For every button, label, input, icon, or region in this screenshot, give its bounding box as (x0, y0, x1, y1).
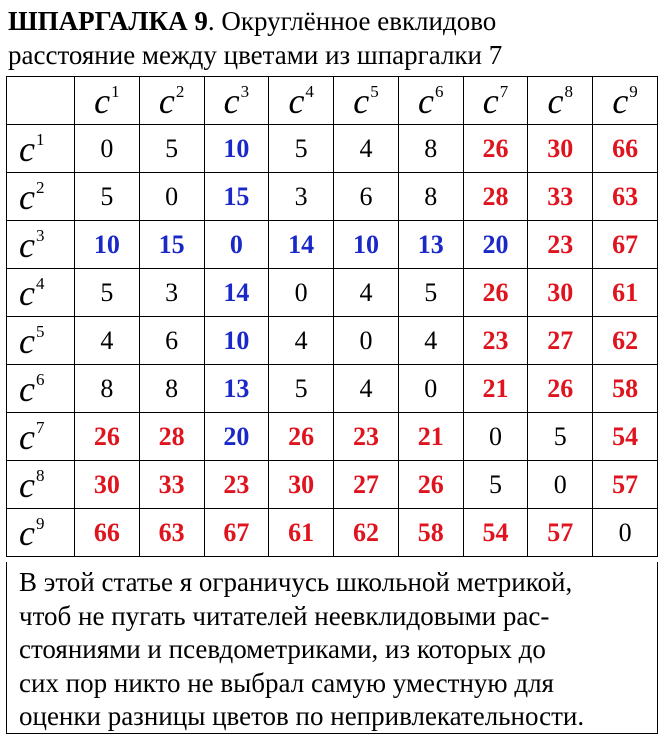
distance-cell: 54 (463, 509, 528, 557)
color-index: 7 (35, 417, 45, 437)
note-line: сих пор никто не выбрал самую уместную для (19, 667, 554, 698)
distance-cell: 30 (528, 125, 593, 173)
distance-cell: 5 (269, 125, 334, 173)
distance-cell: 63 (593, 173, 658, 221)
distance-cell: 5 (528, 413, 593, 461)
distance-cell: 54 (593, 413, 658, 461)
distance-cell: 26 (528, 365, 593, 413)
distance-cell: 23 (528, 221, 593, 269)
color-symbol: c (19, 128, 35, 169)
distance-cell: 15 (204, 173, 269, 221)
color-symbol: c (612, 80, 629, 121)
table-row (7, 317, 658, 365)
color-symbol: c (94, 80, 111, 121)
row-header (7, 221, 75, 269)
distance-cell: 0 (398, 365, 463, 413)
distance-table (6, 76, 658, 557)
color-index: 3 (240, 81, 250, 101)
distance-cell: 66 (593, 125, 658, 173)
distance-cell: 5 (269, 365, 334, 413)
distance-cell: 63 (139, 509, 204, 557)
column-header (398, 77, 463, 125)
distance-cell: 4 (334, 365, 399, 413)
distance-cell: 61 (269, 509, 334, 557)
column-header (528, 77, 593, 125)
distance-cell: 26 (398, 461, 463, 509)
color-index: 2 (175, 81, 185, 101)
distance-cell: 13 (398, 221, 463, 269)
distance-cell: 14 (269, 221, 334, 269)
distance-cell: 14 (204, 269, 269, 317)
distance-cell: 5 (139, 125, 204, 173)
row-header (7, 461, 75, 509)
corner-cell (7, 77, 75, 125)
color-index: 6 (434, 81, 444, 101)
distance-cell: 8 (398, 173, 463, 221)
color-index: 4 (305, 81, 314, 101)
note-line: чтоб не пугать читателей неевклидовыми рас- (19, 600, 550, 631)
table-row (7, 365, 658, 413)
column-header (334, 77, 399, 125)
table-row (7, 269, 658, 317)
distance-cell: 15 (139, 221, 204, 269)
column-header (463, 77, 528, 125)
color-index: 9 (35, 513, 45, 533)
color-index: 3 (35, 225, 45, 245)
distance-cell: 13 (204, 365, 269, 413)
distance-cell: 30 (528, 269, 593, 317)
distance-cell: 27 (528, 317, 593, 365)
distance-cell: 33 (528, 173, 593, 221)
distance-cell: 58 (593, 365, 658, 413)
distance-cell: 4 (334, 125, 399, 173)
header-row (7, 77, 658, 125)
distance-cell: 8 (398, 125, 463, 173)
distance-cell: 28 (463, 173, 528, 221)
distance-cell: 0 (463, 413, 528, 461)
color-symbol: c (19, 416, 35, 457)
distance-cell: 30 (269, 461, 334, 509)
row-header (7, 509, 75, 557)
distance-cell: 28 (139, 413, 204, 461)
distance-cell: 30 (75, 461, 140, 509)
color-symbol: c (417, 80, 434, 121)
color-symbol: c (19, 320, 35, 361)
row-header (7, 413, 75, 461)
distance-cell: 6 (334, 173, 399, 221)
color-index: 9 (629, 81, 638, 101)
distance-cell: 3 (269, 173, 334, 221)
distance-cell: 6 (139, 317, 204, 365)
title-bold: ШПАРГАЛКА 9 (8, 6, 208, 36)
table-row (7, 221, 658, 269)
note-line: стояниями и псевдометриками, из которых до (19, 634, 546, 664)
distance-cell: 23 (334, 413, 399, 461)
distance-cell: 0 (334, 317, 399, 365)
distance-cell: 8 (139, 365, 204, 413)
distance-cell: 5 (75, 269, 140, 317)
distance-cell: 0 (528, 461, 593, 509)
distance-cell: 20 (204, 413, 269, 461)
color-symbol: c (19, 272, 35, 313)
title-line-2: расстояние между цветами из шпаргалки 7 (8, 40, 503, 70)
distance-cell: 26 (269, 413, 334, 461)
distance-cell: 57 (593, 461, 658, 509)
distance-cell: 4 (75, 317, 140, 365)
table-row (7, 461, 658, 509)
distance-cell: 67 (593, 221, 658, 269)
row-header (7, 125, 75, 173)
color-index: 5 (370, 81, 379, 101)
row-header (7, 269, 75, 317)
distance-cell: 8 (75, 365, 140, 413)
table-row (7, 509, 658, 557)
distance-cell: 5 (398, 269, 463, 317)
distance-cell: 10 (75, 221, 140, 269)
distance-cell: 21 (398, 413, 463, 461)
distance-cell: 3 (139, 269, 204, 317)
title-line-1 (8, 4, 658, 38)
distance-cell: 67 (204, 509, 269, 557)
note-box (6, 562, 658, 734)
distance-cell: 62 (334, 509, 399, 557)
distance-table-body (7, 77, 658, 557)
distance-cell: 20 (463, 221, 528, 269)
note-line: оценки разницы цветов по непривлекательности. (19, 701, 585, 731)
distance-cell: 26 (463, 125, 528, 173)
distance-cell: 26 (75, 413, 140, 461)
page-title (8, 4, 658, 72)
distance-cell: 0 (593, 509, 658, 557)
distance-cell: 33 (139, 461, 204, 509)
title-rest: . Округлённое евклидово (207, 6, 497, 36)
column-header (269, 77, 334, 125)
distance-cell: 10 (204, 125, 269, 173)
distance-cell: 62 (593, 317, 658, 365)
color-index: 5 (35, 321, 45, 341)
color-symbol: c (19, 176, 35, 217)
color-index: 7 (499, 81, 509, 101)
distance-cell: 27 (334, 461, 399, 509)
distance-cell: 58 (398, 509, 463, 557)
color-symbol: c (288, 80, 305, 121)
distance-cell: 61 (593, 269, 658, 317)
distance-cell: 66 (75, 509, 140, 557)
distance-cell: 10 (334, 221, 399, 269)
distance-cell: 23 (204, 461, 269, 509)
color-index: 8 (35, 465, 45, 485)
distance-cell: 4 (334, 269, 399, 317)
column-header (139, 77, 204, 125)
distance-cell: 0 (204, 221, 269, 269)
color-index: 1 (35, 129, 45, 149)
color-symbol: c (547, 80, 564, 121)
distance-cell: 0 (139, 173, 204, 221)
distance-cell: 57 (528, 509, 593, 557)
color-symbol: c (19, 224, 35, 265)
row-header (7, 365, 75, 413)
color-symbol: c (19, 368, 35, 409)
color-symbol: c (482, 80, 499, 121)
distance-cell: 21 (463, 365, 528, 413)
note-line: В этой статье я ограничусь школьной метрикой, (19, 567, 573, 597)
distance-cell: 4 (269, 317, 334, 365)
color-index: 2 (35, 177, 45, 197)
row-header (7, 173, 75, 221)
color-symbol: c (353, 80, 370, 121)
distance-cell: 5 (463, 461, 528, 509)
distance-cell: 23 (463, 317, 528, 365)
color-symbol: c (223, 80, 240, 121)
color-symbol: c (19, 464, 35, 505)
distance-cell: 10 (204, 317, 269, 365)
distance-cell: 4 (398, 317, 463, 365)
color-index: 4 (35, 273, 45, 293)
table-row (7, 413, 658, 461)
color-symbol: c (158, 80, 175, 121)
table-row (7, 173, 658, 221)
color-index: 8 (564, 81, 573, 101)
column-header (75, 77, 140, 125)
color-index: 6 (35, 369, 45, 389)
column-header (204, 77, 269, 125)
color-index: 1 (111, 81, 120, 101)
table-row (7, 125, 658, 173)
column-header (593, 77, 658, 125)
distance-cell: 0 (75, 125, 140, 173)
distance-cell: 0 (269, 269, 334, 317)
distance-cell: 26 (463, 269, 528, 317)
distance-cell: 5 (75, 173, 140, 221)
color-symbol: c (19, 512, 35, 553)
row-header (7, 317, 75, 365)
